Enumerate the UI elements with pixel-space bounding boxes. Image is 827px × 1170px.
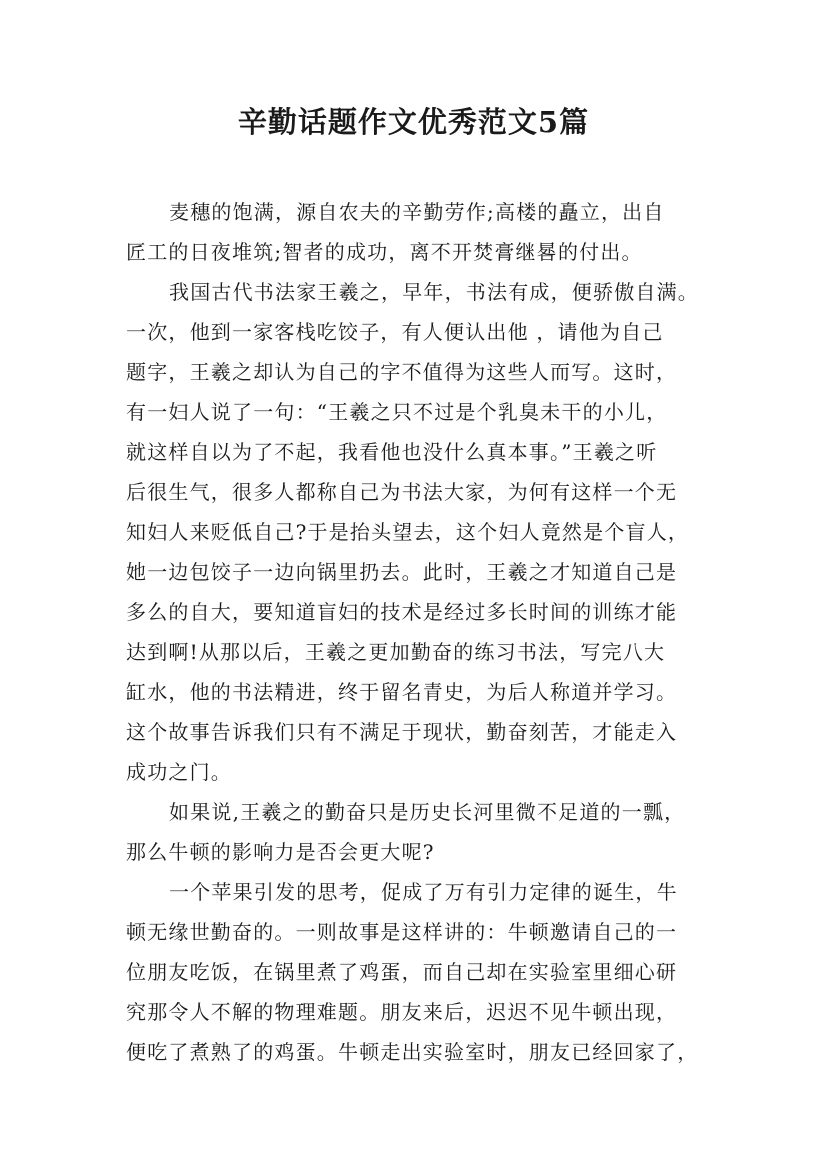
text-line: 知妇人来贬低自己?于是抬头望去，这个妇人竟然是个盲人， bbox=[126, 520, 690, 544]
text-line: 顿无缘世勤奋的。一则故事是这样讲的：牛顿邀请自己的一 bbox=[126, 920, 678, 944]
document-body bbox=[126, 192, 706, 1072]
text-line: 匠工的日夜堆筑;智者的成功，离不开焚膏继晷的付出。 bbox=[126, 240, 643, 264]
text-line: 位朋友吃饭，在锅里煮了鸡蛋，而自己却在实验室里细心研 bbox=[126, 960, 678, 984]
text-line: 达到啊!从那以后，王羲之更加勤奋的练习书法，写完八大 bbox=[126, 640, 666, 664]
text-line: 这个故事告诉我们只有不满足于现状，勤奋刻苦，才能走入 bbox=[126, 720, 678, 744]
text-line: 有一妇人说了一句：“王羲之只不过是个乳臭未干的小儿， bbox=[126, 400, 668, 424]
text-line: 缸水，他的书法精进，终于留名青史，为后人称道并学习。 bbox=[126, 680, 678, 704]
text-line: 她一边包饺子一边向锅里扔去。此时，王羲之才知道自己是 bbox=[126, 560, 678, 584]
text-line: 题字，王羲之却认为自己的字不值得为这些人而写。这时， bbox=[126, 360, 678, 384]
text-line: 一个苹果引发的思考，促成了万有引力定律的诞生，牛 bbox=[169, 880, 678, 904]
text-line: 成功之门。 bbox=[126, 760, 232, 784]
text-line: 多么的自大，要知道盲妇的技术是经过多长时间的训练才能 bbox=[126, 600, 678, 624]
text-line: 我国古代书法家王羲之，早年，书法有成，便骄傲自满。 bbox=[169, 280, 699, 304]
paragraph bbox=[126, 872, 706, 1072]
paragraph bbox=[126, 272, 706, 792]
text-line: 便吃了煮熟了的鸡蛋。牛顿走出实验室时，朋友已经回家了， bbox=[126, 1040, 699, 1064]
text-line: 后很生气，很多人都称自己为书法大家，为何有这样一个无 bbox=[126, 480, 678, 504]
text-line: 究那令人不解的物理难题。朋友来后，迟迟不见牛顿出现， bbox=[126, 1000, 678, 1024]
text-line: 一次，他到一家客栈吃饺子，有人便认出他 ，请他为自己 bbox=[126, 320, 664, 344]
page-title: 辛勤话题作文优秀范文5篇 bbox=[237, 105, 590, 139]
text-line: 麦穗的饱满，源自农夫的辛勤劳作;高楼的矗立，出自 bbox=[169, 200, 665, 224]
paragraph bbox=[126, 192, 706, 272]
paragraph bbox=[126, 792, 706, 872]
text-line: 那么牛顿的影响力是否会更大呢? bbox=[126, 840, 435, 864]
text-line: 如果说,王羲之的勤奋只是历史长河里微不足道的一瓢， bbox=[169, 800, 686, 824]
text-line: 就这样自以为了不起，我看他也没什么真本事。”王羲之听 bbox=[126, 440, 658, 464]
